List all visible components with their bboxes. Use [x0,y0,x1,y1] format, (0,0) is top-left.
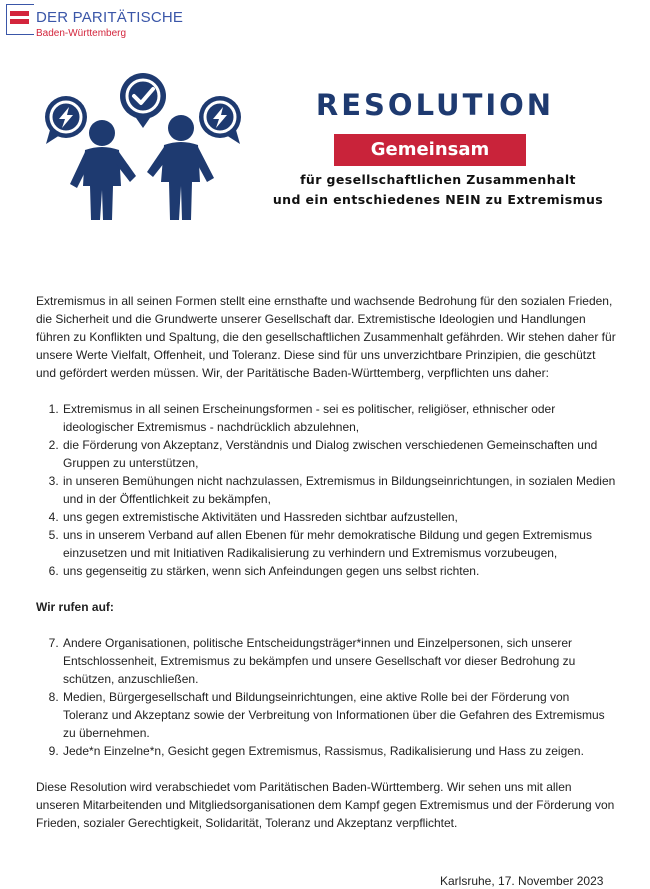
list-item: 2. die Förderung von Akzeptanz, Verständnis und Dialog zwischen verschiedenen Gemeinschaften und Gruppen zu unterstützen, [62,436,616,472]
list-item: 7. Andere Organisationen, politische Entscheidungsträger*innen und Einzelpersonen, sich unserer Entschlossenheit, Extremismus zu bekämpfen und unsere Gesellschaft vor dieser Bedrohung zu schützen, anzuschließen. [62,634,616,688]
person-icon [70,120,136,220]
commitments-list [36,400,616,580]
calls-list [36,634,616,760]
list-item: 9. Jede*n Einzelne*n, Gesicht gegen Extremismus, Rassismus, Radikalisierung und Hass zu zeigen. [62,742,616,760]
list-item: 6. uns gegenseitig zu stärken, wenn sich Anfeindungen gegen uns selbst richten. [62,562,616,580]
list-item: 5. uns in unserem Verband auf allen Ebenen für mehr demokratische Bildung und gegen Extremismus einzusetzen und mit Initiativen Radikalisierung zu verhindern und Extremismus vorzubeugen, [62,526,616,562]
title-badge: Gemeinsam [334,134,526,166]
list-item: 3. in unseren Bemühungen nicht nachzulassen, Extremismus in Bildungseinrichtungen, in sozialen Medien und in der Öffentlichkeit zu bekämpfen, [62,472,616,508]
call-heading: Wir rufen auf: [36,600,114,614]
document-title: RESOLUTION [315,88,555,122]
logo-stripe [10,19,29,24]
intro-paragraph: Extremismus in all seinen Formen stellt eine ernsthafte und wachsende Bedrohung für den sozialen Frieden, die Sicherheit und die Grundwerte unserer Gesellschaft dar. Extremistische Ideologien und Handlungen führen zu Konflikten und Spaltung, die den gesellschaftlichen Zusammenhalt gefährden. Wir stehen daher für unsere Werte Vielfalt, Offenheit, und Toleranz. Diese sind für uns unverzichtbare Prinzipien, die geschützt und gefördert werden müssen. Wir, der Paritätische Baden-Württemberg, verpflichten uns daher: [36,294,616,380]
two-people-talking-icon [42,72,244,222]
list-item: 1. Extremismus in all seinen Erscheinungsformen - sei es politischer, religiöser, ethnischer oder ideologischer Extremismus - nachdrücklich abzulehnen, [62,400,616,436]
closing-paragraph: Diese Resolution wird verabschiedet vom Paritätischen Baden-Württemberg. Wir sehen uns mit allen unseren Mitarbeitenden und Mitgliedsorganisationen dem Kampf gegen Extremismus und der Förderung von Frieden, sozialer Gerechtigkeit, Solidarität, Toleranz und Akzeptanz verpflichtet. [36,780,615,830]
lightning-bubble-icon [199,96,241,144]
logo-name: DER PARITÄTISCHE [36,9,184,26]
resolution-body [36,292,616,832]
organization-logo [6,4,184,38]
list-item: 8. Medien, Bürgergesellschaft und Bildungseinrichtungen, eine aktive Rolle bei der Förderung von Toleranz und Akzeptanz sowie der Verbreitung von Informationen über die Gefahren des Extremismus zu übernehmen. [62,688,616,742]
logo-stripe [10,11,29,16]
list-item: 4. uns gegen extremistische Aktivitäten und Hassreden sichtbar aufzustellen, [62,508,616,526]
subtitle-line: für gesellschaftlichen Zusammenhalt [300,172,576,187]
person-icon [147,115,214,220]
logo-region: Baden-Württemberg [36,28,127,39]
checkmark-bubble-icon [120,73,166,128]
lightning-bubble-icon [45,96,87,144]
subtitle-line: und ein entschiedenes NEIN zu Extremismus [272,192,604,207]
place-date: Karlsruhe, 17. November 2023 [440,874,604,888]
